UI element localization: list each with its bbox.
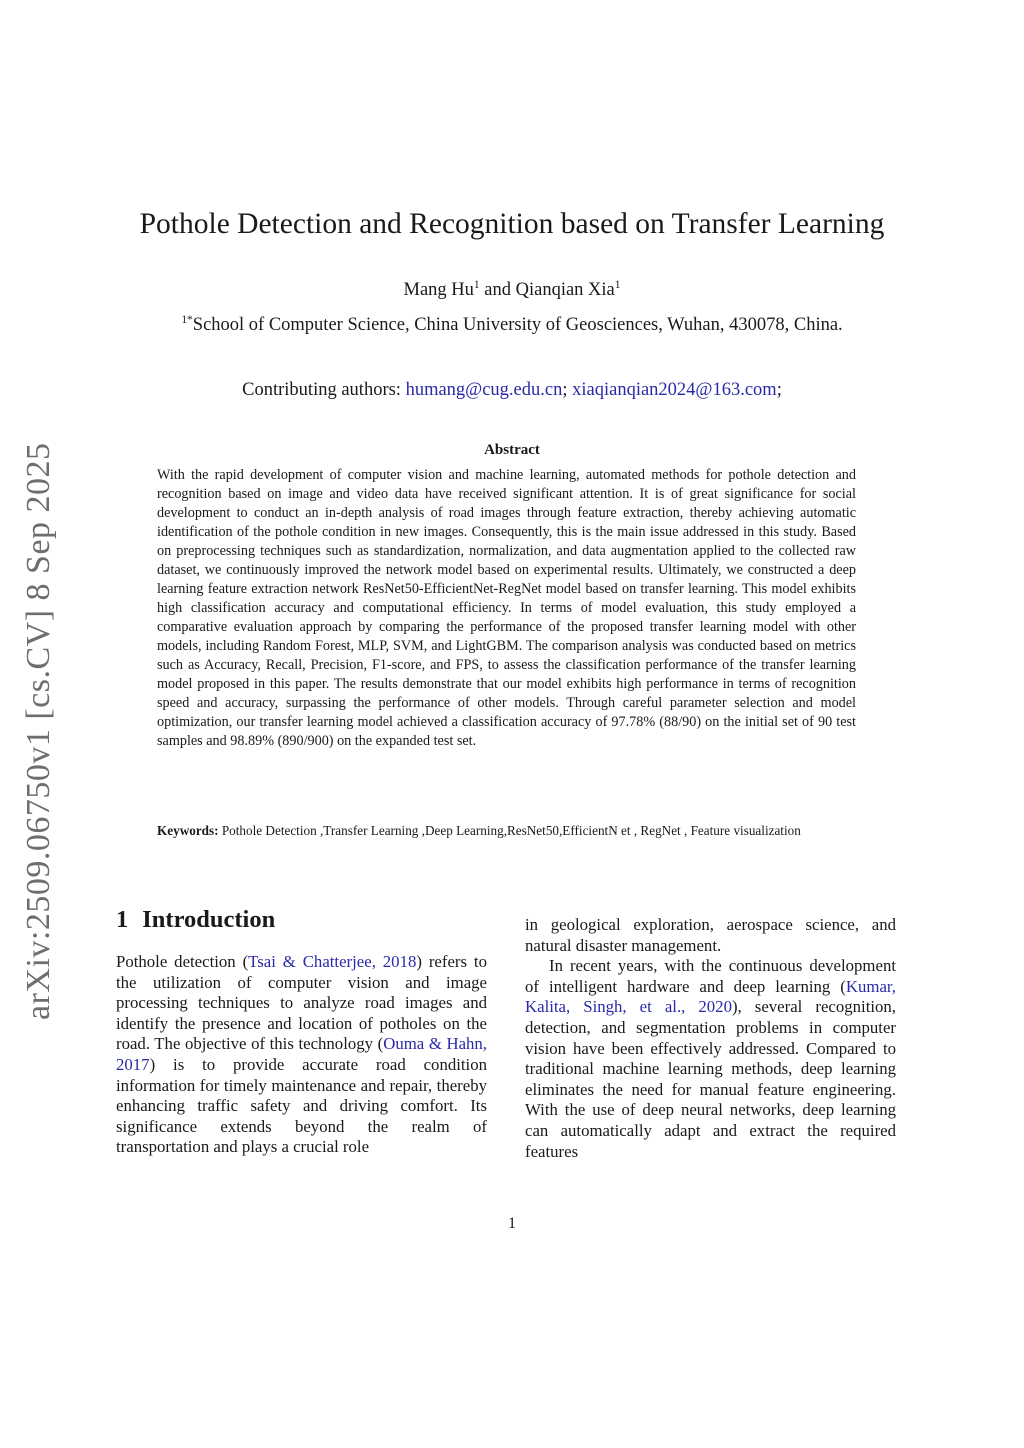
page-number: 1 — [508, 1215, 516, 1232]
author-name: Qianqian Xia — [515, 280, 615, 301]
email-terminator: ; — [776, 380, 782, 400]
citation-link[interactable]: Tsai & Chatterjee, 2018 — [248, 952, 417, 971]
citation-link[interactable]: Kumar, Kalita, Singh, et al., 2020 — [525, 976, 896, 1017]
body-text: ) refers to the utilization of computer vision and image processing techniques to analyze road images and identify the presence and location of potholes on the road. The objective of this technology ( — [116, 952, 487, 1054]
body-column-right — [525, 915, 896, 1162]
abstract-heading: Abstract — [484, 442, 540, 458]
email-separator: ; — [562, 380, 573, 400]
body-paragraph: in geological exploration, aerospace science, and natural disaster management. — [525, 915, 896, 955]
body-paragraph — [525, 956, 896, 1162]
arxiv-identifier-stamp: arXiv:2509.06750v1 [cs.CV] 8 Sep 2025 — [20, 442, 57, 1020]
author-affiliation-mark: 1 — [614, 279, 621, 291]
section-number: 1 — [116, 906, 129, 933]
affiliation — [0, 314, 1024, 336]
author-affiliation-mark: 1 — [473, 279, 480, 291]
keywords-text: Pothole Detection ,Transfer Learning ,Deep Learning,ResNet50,EfficientN et , RegNet , Feature visualization — [218, 823, 801, 838]
body-text: ), several recognition, detection, and segmentation problems in computer vision have been effectively addressed. Compared to traditional machine learning methods, deep learning eliminates the need for manual feature engineering. With the use of deep neural networks, deep learning can automatically adapt and extract the required features — [525, 997, 896, 1161]
body-text: In recent years, with the continuous development of intelligent hardware and deep learning ( — [525, 956, 896, 996]
author-list — [0, 279, 1024, 301]
body-text: Pothole detection ( — [116, 952, 249, 971]
affiliation-mark: 1* — [181, 314, 193, 326]
contributing-authors — [0, 380, 1024, 401]
body-paragraph — [116, 952, 487, 1158]
citation-link[interactable]: Ouma & Hahn, 2017 — [116, 1034, 488, 1074]
abstract-body: With the rapid development of computer vision and machine learning, automated methods for pothole detection and recognition based on image and video data have received significant attention. It is of great significance for social development to conduct an in-depth analysis of road images through feature extraction, thereby achieving automatic identification of the pothole condition in new images. Consequently, this is the main issue addressed in this study. Based on preprocessing techniques such as standardization, normalization, and data augmentation applied to the collected raw dataset, we continuously improved the network model based on experimental results. Ultimately, we constructed a deep learning feature extraction network ResNet50-EfficientNet-RegNet model based on transfer learning. This model exhibits high classification accuracy and computational efficiency. In terms of model evaluation, this study employed a comparative evaluation approach by comparing the performance of the proposed transfer learning model with other models, including Random Forest, MLP, SVM, and LightGBM. The comparison analysis was conducted based on metrics such as Accuracy, Recall, Precision, F1-score, and FPS, to assess the classification performance of the transfer learning model proposed in this paper. The results demonstrate that our model exhibits high performance in terms of recognition speed and accuracy, surpassing the performance of other models. Through careful parameter selection and model optimization, our transfer learning model achieved a classification accuracy of 97.78% (88/90) on the initial set of 90 test samples and 98.89% (890/900) on the expanded test set. — [157, 467, 856, 749]
body-text: ) is to provide accurate road condition information for timely maintenance and repair, thereby enhancing traffic safety and driving comfort. Its significance extends beyond the realm of transportation and plays a crucial role — [116, 1054, 487, 1157]
body-column-left — [116, 952, 487, 1158]
keywords — [157, 822, 856, 839]
keywords-label: Keywords: — [157, 823, 219, 838]
affiliation-text: School of Computer Science, China University of Geosciences, Wuhan, 430078, China. — [192, 315, 843, 336]
contributing-label: Contributing authors: — [242, 380, 406, 400]
email-link-2[interactable]: xiaqianqian2024@163.com — [572, 380, 777, 400]
author-name: Mang Hu — [403, 280, 474, 301]
section-title: Introduction — [142, 906, 276, 933]
section-heading-introduction — [116, 906, 275, 934]
email-link-1[interactable]: humang@cug.edu.cn — [405, 380, 563, 400]
paper-title: Pothole Detection and Recognition based on Transfer Learning — [139, 208, 885, 240]
author-conjunction: and — [479, 280, 516, 301]
